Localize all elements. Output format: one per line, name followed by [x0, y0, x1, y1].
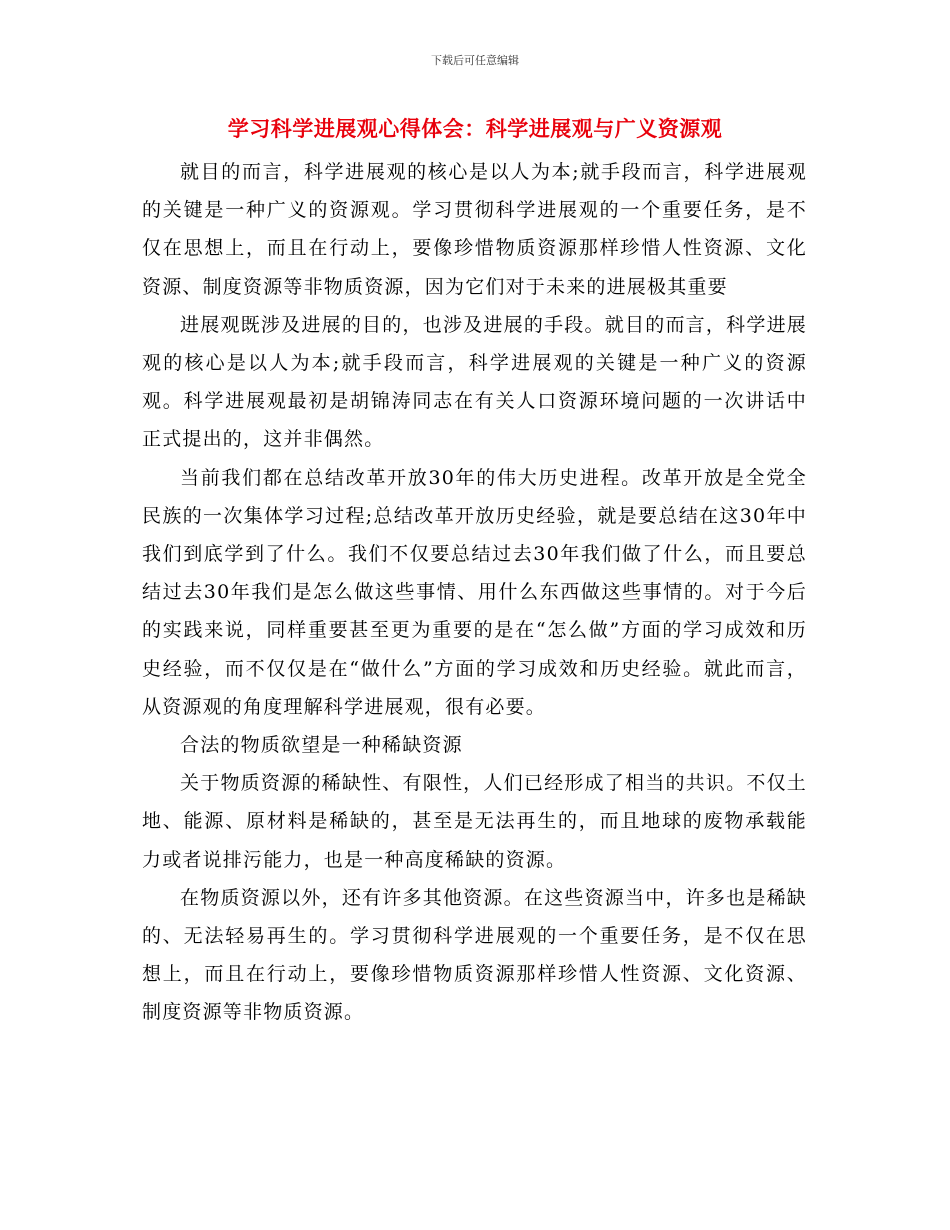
paragraph: 就目的而言，科学进展观的核心是以人为本;就手段而言，科学进展观的关键是一种广义的资源观。学习贯彻科学进展观的一个重要任务，是不仅在思想上，而且在行动上，要像珍惜物质资源那样珍惜人性资源、文化资源、制度资源等非物质资源，因为它们对于未来的进展极其重要	[142, 161, 807, 298]
paragraph: 当前我们都在总结改革开放30年的伟大历史进程。改革开放是全党全民族的一次集体学习过程;总结改革开放历史经验，就是要总结在这30年中我们到底学到了什么。我们不仅要总结过去30年我们做了什么，而且要总结过去30年我们是怎么做这些事情、用什么东西做这些事情的。对于今后的实践来说，同样重要甚至更为重要的是在“怎么做”方面的学习成效和历史经验，而不仅仅是在“做什么”方面的学习成效和历史经验。就此而言，从资源观的角度理解科学进展观，很有必要。	[142, 466, 807, 718]
paragraph: 在物质资源以外，还有许多其他资源。在这些资源当中，许多也是稀缺的、无法轻易再生的。学习贯彻科学进展观的一个重要任务，是不仅在思想上，而且在行动上，要像珍惜物质资源那样珍惜人性资源、文化资源、制度资源等非物质资源。	[142, 886, 807, 1024]
document-body	[142, 153, 807, 1032]
page-header: 下载后可任意编辑	[431, 54, 519, 67]
section-heading: 合法的物质欲望是一种稀缺资源	[180, 734, 463, 757]
paragraph: 进展观既涉及进展的目的，也涉及进展的手段。就目的而言，科学进展观的核心是以人为本;就手段而言，科学进展观的关键是一种广义的资源观。科学进展观最初是胡锦涛同志在有关人口资源环境问题的一次讲话中正式提出的，这并非偶然。	[142, 313, 807, 451]
paragraph: 关于物质资源的稀缺性、有限性，人们已经形成了相当的共识。不仅土地、能源、原材料是稀缺的，甚至是无法再生的，而且地球的废物承载能力或者说排污能力，也是一种高度稀缺的资源。	[142, 772, 807, 871]
document-title: 学习科学进展观心得体会：科学进展观与广义资源观	[227, 117, 723, 141]
